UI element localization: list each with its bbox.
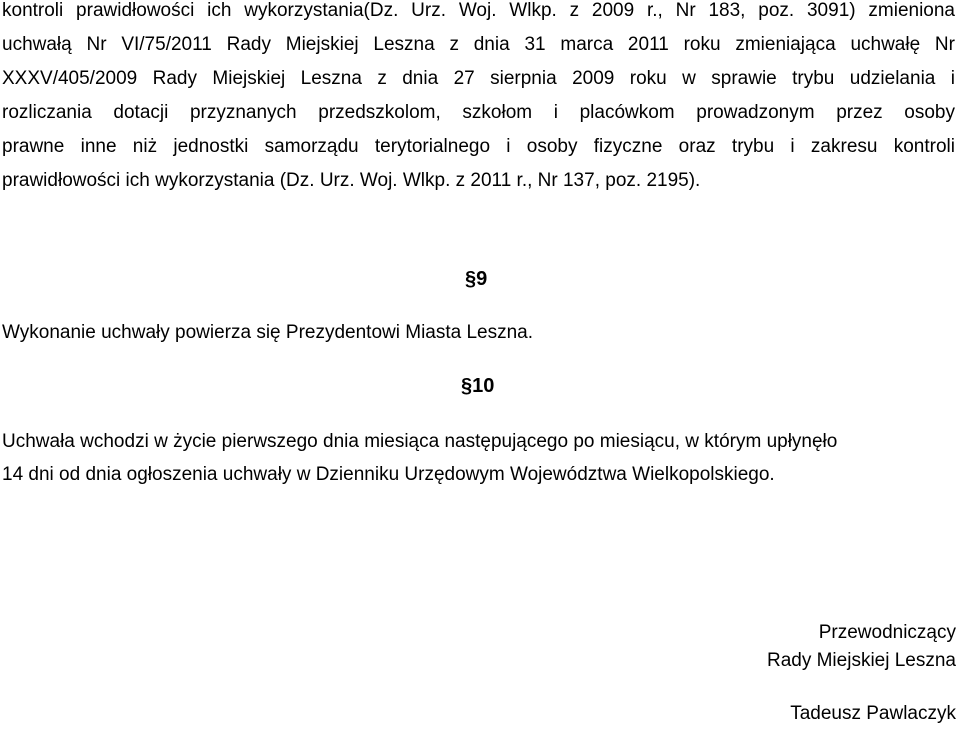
signature-role: Przewodniczący	[818, 622, 956, 643]
section-9-text: Wykonanie uchwały powierza się Prezydentowi Miasta Leszna.	[2, 322, 534, 343]
section-9-heading: §9	[465, 268, 488, 290]
intro-line-3: XXXV/405/2009 Rady Miejskiej Leszna z dnia 27 sierpnia 2009 roku w sprawie trybu udzielania i	[2, 68, 955, 89]
section-10-heading: §10	[461, 375, 495, 397]
intro-line-5: prawne inne niż jednostki samorządu terytorialnego i osoby fizyczne oraz trybu i zakresu kontroli	[2, 136, 955, 157]
section-10-line-1: Uchwała wchodzi w życie pierwszego dnia miesiąca następującego po miesiącu, w którym upłynęło	[2, 431, 838, 452]
section-10-text	[2, 425, 837, 491]
intro-line-4: rozliczania dotacji przyznanych przedszkolom, szkołom i placówkom prowadzonym przez osoby	[2, 102, 955, 123]
intro-line-1: kontroli prawidłowości ich wykorzystania(Dz. Urz. Woj. Wlkp. z 2009 r., Nr 183, poz. 3091) zmieniona	[2, 0, 955, 21]
intro-line-6: prawidłowości ich wykorzystania (Dz. Urz. Woj. Wlkp. z 2011 r., Nr 137, poz. 2195).	[2, 170, 701, 191]
signature-name: Tadeusz Pawlaczyk	[790, 703, 956, 724]
intro-paragraph	[2, 0, 955, 198]
intro-line-2: uchwałą Nr VI/75/2011 Rady Miejskiej Leszna z dnia 31 marca 2011 roku zmieniająca uchwałę Nr	[2, 34, 955, 55]
signature-council: Rady Miejskiej Leszna	[766, 650, 956, 671]
section-10-line-2: 14 dni od dnia ogłoszenia uchwały w Dzienniku Urzędowym Województwa Wielkopolskiego.	[2, 464, 775, 485]
